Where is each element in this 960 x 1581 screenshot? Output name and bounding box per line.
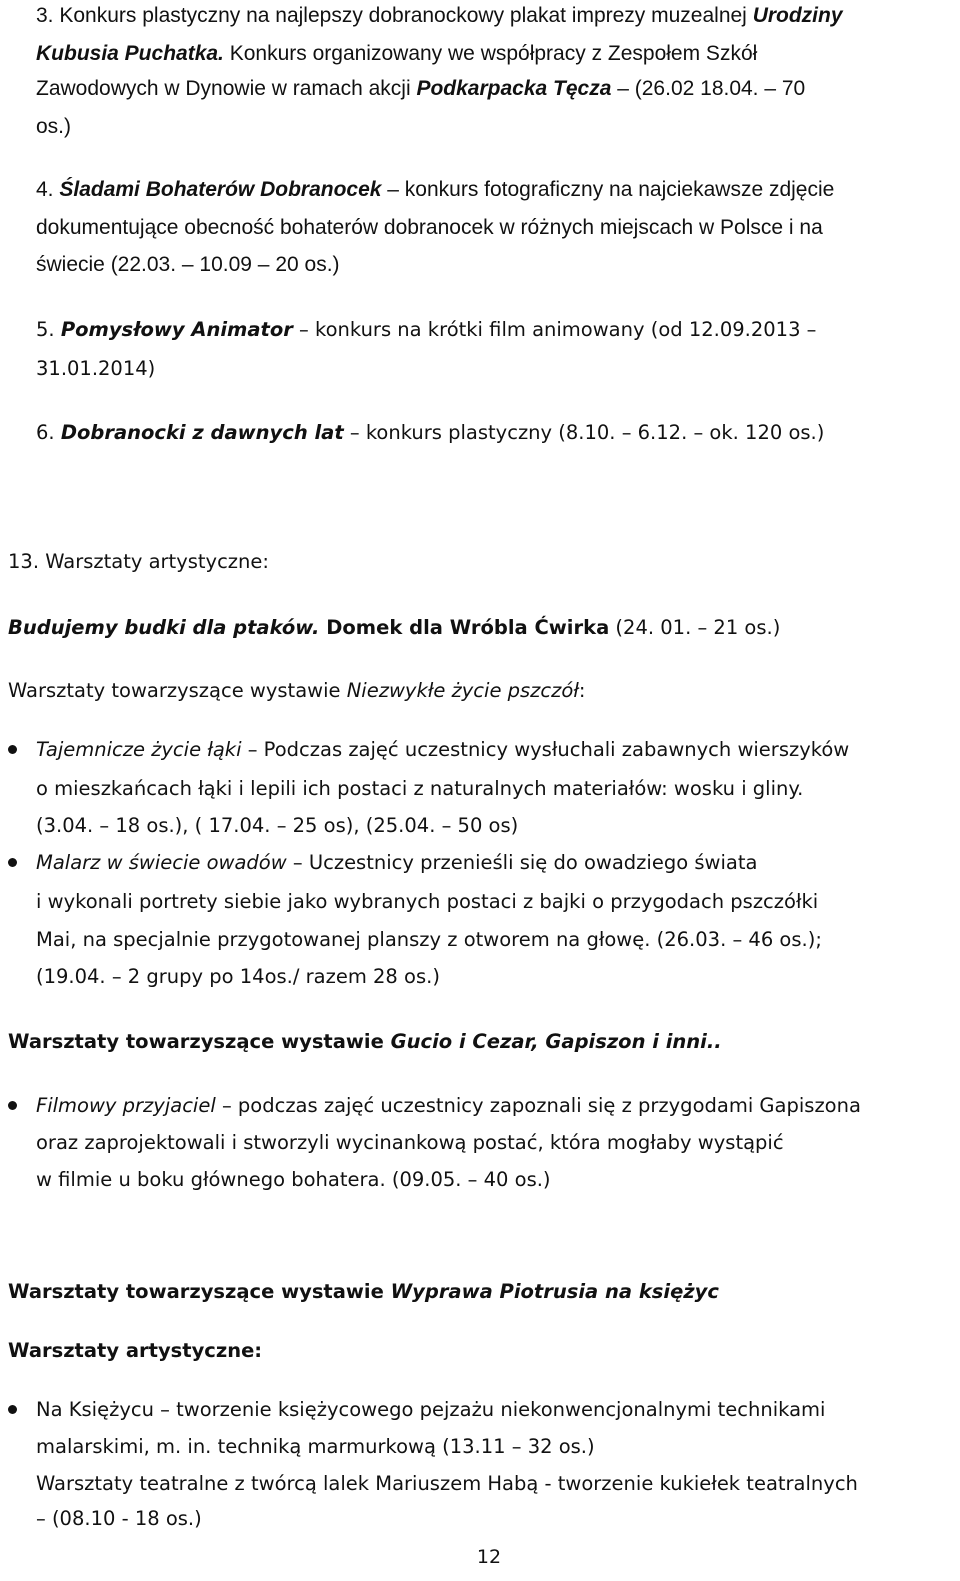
gucio-bullet-1-line-2 bbox=[36, 1129, 784, 1157]
item-4-text: dokumentujące obecność bohaterów dobranocek w różnych miejscach w Polsce i na bbox=[36, 216, 823, 239]
bees-bullet-1-text: – Podczas zajęć uczestnicy wysłuchali zabawnych wierszyków bbox=[241, 738, 850, 761]
piotrus-heading bbox=[8, 1278, 719, 1306]
item-3-line-1 bbox=[36, 2, 843, 30]
piotrus-heading-title: Wyprawa Piotrusia na księżyc bbox=[390, 1280, 719, 1303]
bees-bullet-1-line-2 bbox=[36, 775, 803, 803]
gucio-bullet-1-text: oraz zaprojektowali i stworzyli wycinankową postać, która mogłaby wystąpić bbox=[36, 1131, 784, 1154]
item-3-title: Urodziny bbox=[752, 4, 843, 27]
piotrus-subheading-text: Warsztaty artystyczne: bbox=[8, 1339, 263, 1362]
item-3-line-4 bbox=[36, 113, 71, 141]
item-3-text: 3. Konkurs plastyczny na najlepszy dobranockowy plakat imprezy muzealnej bbox=[36, 4, 753, 27]
item-3-text: Zawodowych w Dynowie w ramach akcji bbox=[36, 77, 417, 100]
item-5-text: – konkurs na krótki film animowany (od 12.09.2013 – bbox=[292, 318, 817, 341]
section-13-sub-text: Domek dla Wróbla Ćwirka bbox=[319, 616, 610, 639]
section-13-heading bbox=[8, 548, 269, 576]
gucio-bullet-1-title: Filmowy przyjaciel bbox=[36, 1094, 216, 1117]
piotrus-bullet-1-text: Warsztaty teatralne z twórcą lalek Mariuszem Habą - tworzenie kukiełek teatralnych bbox=[36, 1472, 858, 1495]
piotrus-bullet-1-text: malarskimi, m. in. techniką marmurkową (13.11 – 32 os.) bbox=[36, 1435, 595, 1458]
item-3-text: Konkurs organizowany we współpracy z Zespołem Szkół bbox=[223, 42, 758, 65]
bees-bullet-2-line-2 bbox=[36, 888, 818, 916]
item-5-text: 31.01.2014) bbox=[36, 357, 156, 380]
section-13-subheading bbox=[8, 614, 780, 642]
bees-bullet-1-text: o mieszkańcach łąki i lepili ich postaci z naturalnych materiałów: wosku i gliny. bbox=[36, 777, 804, 800]
item-4-title: Śladami Bohaterów Dobranocek bbox=[59, 178, 382, 201]
item-3-line-3 bbox=[36, 75, 805, 103]
gucio-bullet-1-line-1 bbox=[36, 1092, 861, 1120]
bullet-icon bbox=[8, 1101, 17, 1110]
page-number: 12 bbox=[476, 1546, 502, 1568]
gucio-bullet-1-text: w filmie u boku głównego bohatera. (09.05. – 40 os.) bbox=[36, 1168, 551, 1191]
bees-heading bbox=[8, 677, 585, 705]
bullet-icon bbox=[8, 745, 17, 754]
item-6-line-1 bbox=[36, 419, 824, 447]
bees-bullet-2-dates: (19.04. – 2 grupy po 14os./ razem 28 os.) bbox=[36, 965, 440, 988]
bees-heading-colon: : bbox=[578, 679, 586, 702]
bees-bullet-2-text: i wykonali portrety siebie jako wybranych postaci z bajki o przygodach pszczółki bbox=[36, 890, 819, 913]
bees-bullet-1-dates: (3.04. – 18 os.), ( 17.04. – 25 os), (25.04. – 50 os) bbox=[36, 814, 519, 837]
bees-bullet-2-line-3 bbox=[36, 926, 822, 954]
bullet-icon bbox=[8, 858, 17, 867]
bees-bullet-2-text: Mai, na specjalnie przygotowanej planszy z otworem na głowę. (26.03. – 46 os.); bbox=[36, 928, 822, 951]
bees-bullet-1-line-1 bbox=[36, 736, 849, 764]
item-4-number: 4. bbox=[36, 178, 60, 201]
item-5-title: Pomysłowy Animator bbox=[60, 318, 293, 341]
item-3-date: – (26.02 18.04. – 70 bbox=[611, 77, 806, 100]
piotrus-subheading bbox=[8, 1337, 262, 1365]
bullet-icon bbox=[8, 1405, 17, 1414]
gucio-bullet-1-line-3 bbox=[36, 1166, 551, 1194]
piotrus-bullet-1-line-3 bbox=[36, 1470, 858, 1498]
item-3-text: os.) bbox=[36, 115, 72, 138]
bees-bullet-2-line-4 bbox=[36, 963, 440, 991]
gucio-heading-text: Warsztaty towarzyszące wystawie bbox=[8, 1030, 391, 1053]
gucio-heading-title: Gucio i Cezar, Gapiszon i inni.. bbox=[390, 1030, 722, 1053]
gucio-bullet-1-text: – podczas zajęć uczestnicy zapoznali się z przygodami Gapiszona bbox=[215, 1094, 861, 1117]
item-3-title-cont: Kubusia Puchatka. bbox=[36, 42, 224, 65]
item-5-line-1 bbox=[36, 316, 816, 344]
item-6-text: – konkurs plastyczny (8.10. – 6.12. – ok. 120 os.) bbox=[343, 421, 825, 444]
item-5-line-2 bbox=[36, 355, 155, 383]
item-3-action-title: Podkarpacka Tęcza bbox=[416, 77, 612, 100]
bees-bullet-1-line-3 bbox=[36, 812, 518, 840]
section-13-heading-text: 13. Warsztaty artystyczne: bbox=[8, 550, 269, 573]
section-13-sub-title: Budujemy budki dla ptaków. bbox=[8, 616, 320, 639]
item-3-line-2 bbox=[36, 40, 757, 68]
bees-bullet-2-text: – Uczestnicy przenieśli się do owadziego świata bbox=[286, 851, 758, 874]
bees-bullet-2-line-1 bbox=[36, 849, 757, 877]
bees-heading-title: Niezwykłe życie pszczół bbox=[346, 679, 579, 702]
gucio-heading bbox=[8, 1028, 722, 1056]
piotrus-bullet-1-line-1 bbox=[36, 1396, 825, 1424]
piotrus-bullet-1-dates: – (08.10 - 18 os.) bbox=[36, 1507, 202, 1530]
item-4-line-2 bbox=[36, 214, 823, 242]
bees-heading-text: Warsztaty towarzyszące wystawie bbox=[8, 679, 347, 702]
item-4-line-3 bbox=[36, 251, 340, 279]
piotrus-bullet-1-line-4 bbox=[36, 1505, 202, 1533]
bees-bullet-1-title: Tajemnicze życie łąki bbox=[36, 738, 242, 761]
item-4-line-1 bbox=[36, 176, 834, 204]
item-4-text: świecie (22.03. – 10.09 – 20 os.) bbox=[36, 253, 340, 276]
item-4-text: – konkurs fotograficzny na najciekawsze zdjęcie bbox=[381, 178, 835, 201]
section-13-sub-date: (24. 01. – 21 os.) bbox=[609, 616, 781, 639]
item-6-number: 6. bbox=[36, 421, 61, 444]
piotrus-heading-text: Warsztaty towarzyszące wystawie bbox=[8, 1280, 391, 1303]
item-6-title: Dobranocki z dawnych lat bbox=[60, 421, 344, 444]
item-5-number: 5. bbox=[36, 318, 61, 341]
bees-bullet-2-title: Malarz w świecie owadów bbox=[36, 851, 287, 874]
piotrus-bullet-1-text: Na Księżycu – tworzenie księżycowego pejzażu niekonwencjonalnymi technikami bbox=[36, 1398, 826, 1421]
piotrus-bullet-1-line-2 bbox=[36, 1433, 595, 1461]
